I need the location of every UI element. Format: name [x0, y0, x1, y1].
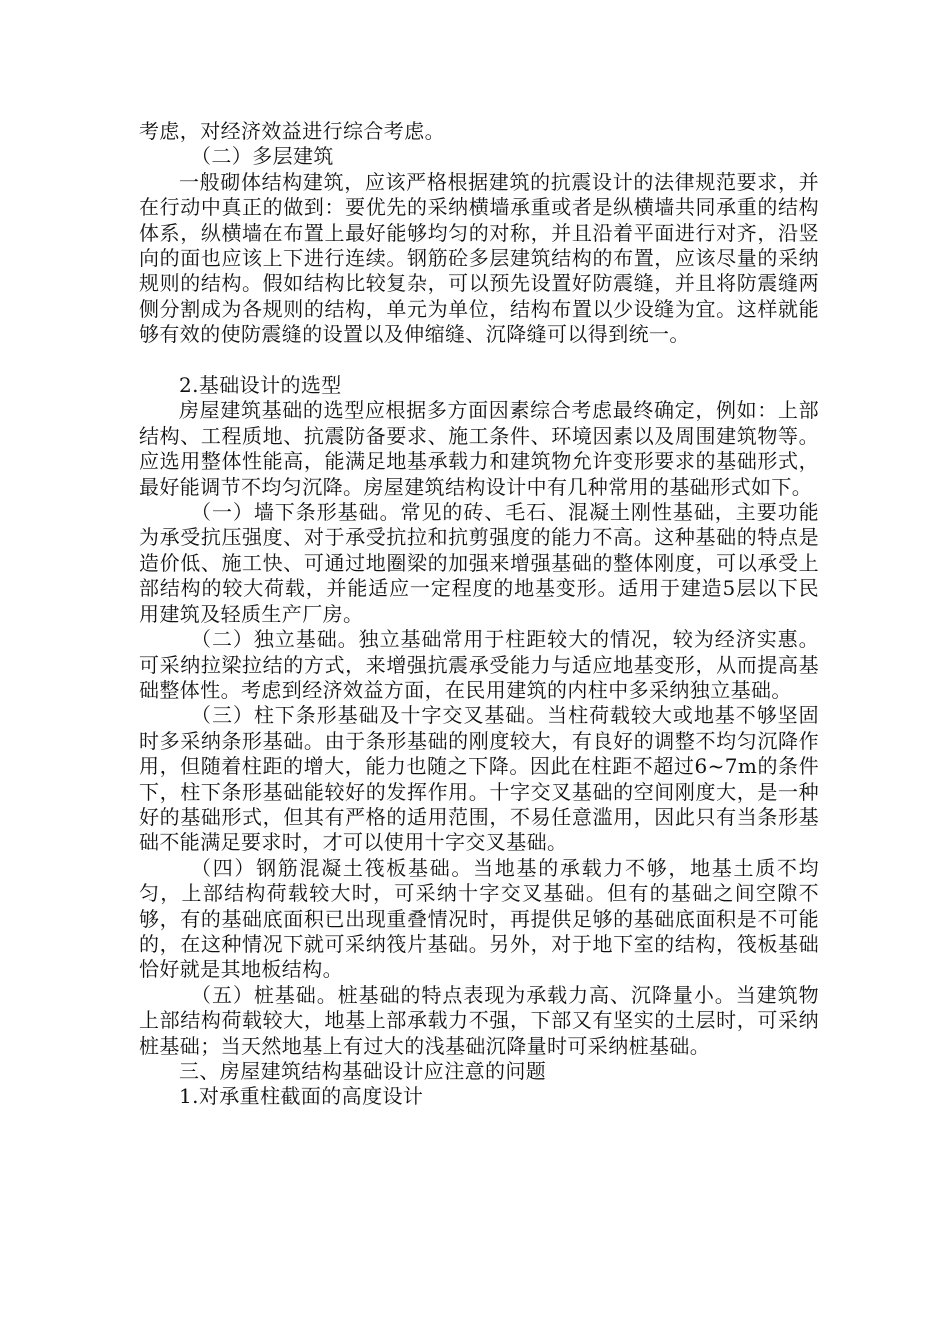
section-heading-foundation-type: 2.基础设计的选型 [179, 373, 342, 398]
paragraph-7: （一）墙下条形基础。常见的砖、毛石、混凝土刚性基础，主要功能为承受抗压强度、对于承受抗拉和抗剪强度的能力不高。这种基础的特点是造价低、施工快、可通过地圈梁的加强来增强基础的整体刚度，可以承受上部结构的较大荷载，并能适应一定程度的地基变形。适用于建造5层以下民用建筑及轻质生产厂房。 [139, 500, 819, 626]
paragraph-1: 考虑，对经济效益进行综合考虑。 [139, 119, 445, 143]
paragraph-11: （五）桩基础。桩基础的特点表现为承载力高、沉降量小。当建筑物上部结构荷载较大，地基上部承载力不强，下部又有坚实的土层时，可采纳桩基础；当天然地基上有过大的浅基础沉降量时可采纳桩基础。 [139, 982, 819, 1058]
paragraph-10: （四）钢筋混凝土筏板基础。当地基的承载力不够，地基土质不均匀，上部结构荷载较大时，可采纳十字交叉基础。但有的基础之间空隙不够，有的基础底面积已出现重叠情况时，再提供足够的基础底面积是不可能的，在这种情况下就可采纳筏片基础。另外，对于地下室的结构，筏板基础恰好就是其地板结构。 [139, 855, 819, 982]
section-heading-column-height: 1.对承重柱截面的高度设计 [179, 1084, 424, 1109]
section-heading-multistory: （二）多层建筑 [191, 144, 334, 169]
paragraph-8: （二）独立基础。独立基础常用于柱距较大的情况，较为经济实惠。可采纳拉梁拉结的方式，来增强抗震承受能力与适应地基变形，从而提高基础整体性。考虑到经济效益方面，在民用建筑的内柱中多采纳独立基础。 [139, 627, 819, 702]
section-heading-issues: 三、房屋建筑结构基础设计应注意的问题 [179, 1059, 547, 1084]
paragraph-3: 一般砌体结构建筑，应该严格根据建筑的抗震设计的法律规范要求，并在行动中真正的做到：要优先的采纳横墙承重或者是纵横墙共同承重的结构体系，纵横墙在布置上最好能够均匀的对称，并且沿着平面进行对齐，沿竖向的面也应该上下进行连续。钢筋砼多层建筑结构的布置，应该尽量的采纳规则的结构。假如结构比较复杂，可以预先设置好防震缝，并且将防震缝两侧分割成为各规则的结构，单元为单位，结构布置以少设缝为宜。这样就能够有效的使防震缝的设置以及伸缩缝、沉降缝可以得到统一。 [139, 169, 819, 347]
paragraph-9: （三）柱下条形基础及十字交叉基础。当柱荷载较大或地基不够坚固时多采纳条形基础。由于条形基础的刚度较大，有良好的调整不均匀沉降作用，但随着柱距的增大，能力也随之下降。因此在柱距不超过6~7m的条件下，柱下条形基础能较好的发挥作用。十字交叉基础的空间刚度大，是一种好的基础形式，但其有严格的适用范围，不易任意滥用，因此只有当条形基础不能满足要求时，才可以使用十字交叉基础。 [139, 703, 819, 855]
document-body [139, 119, 819, 1110]
paragraph-6: 房屋建筑基础的选型应根据多方面因素综合考虑最终确定，例如：上部结构、工程质地、抗震防备要求、施工条件、环境因素以及周围建筑物等。应选用整体性能高，能满足地基承载力和建筑物允许变形要求的基础形式，最好能调节不均匀沉降。房屋建筑结构设计中有几种常用的基础形式如下。 [139, 398, 819, 499]
blank-line [139, 348, 819, 373]
